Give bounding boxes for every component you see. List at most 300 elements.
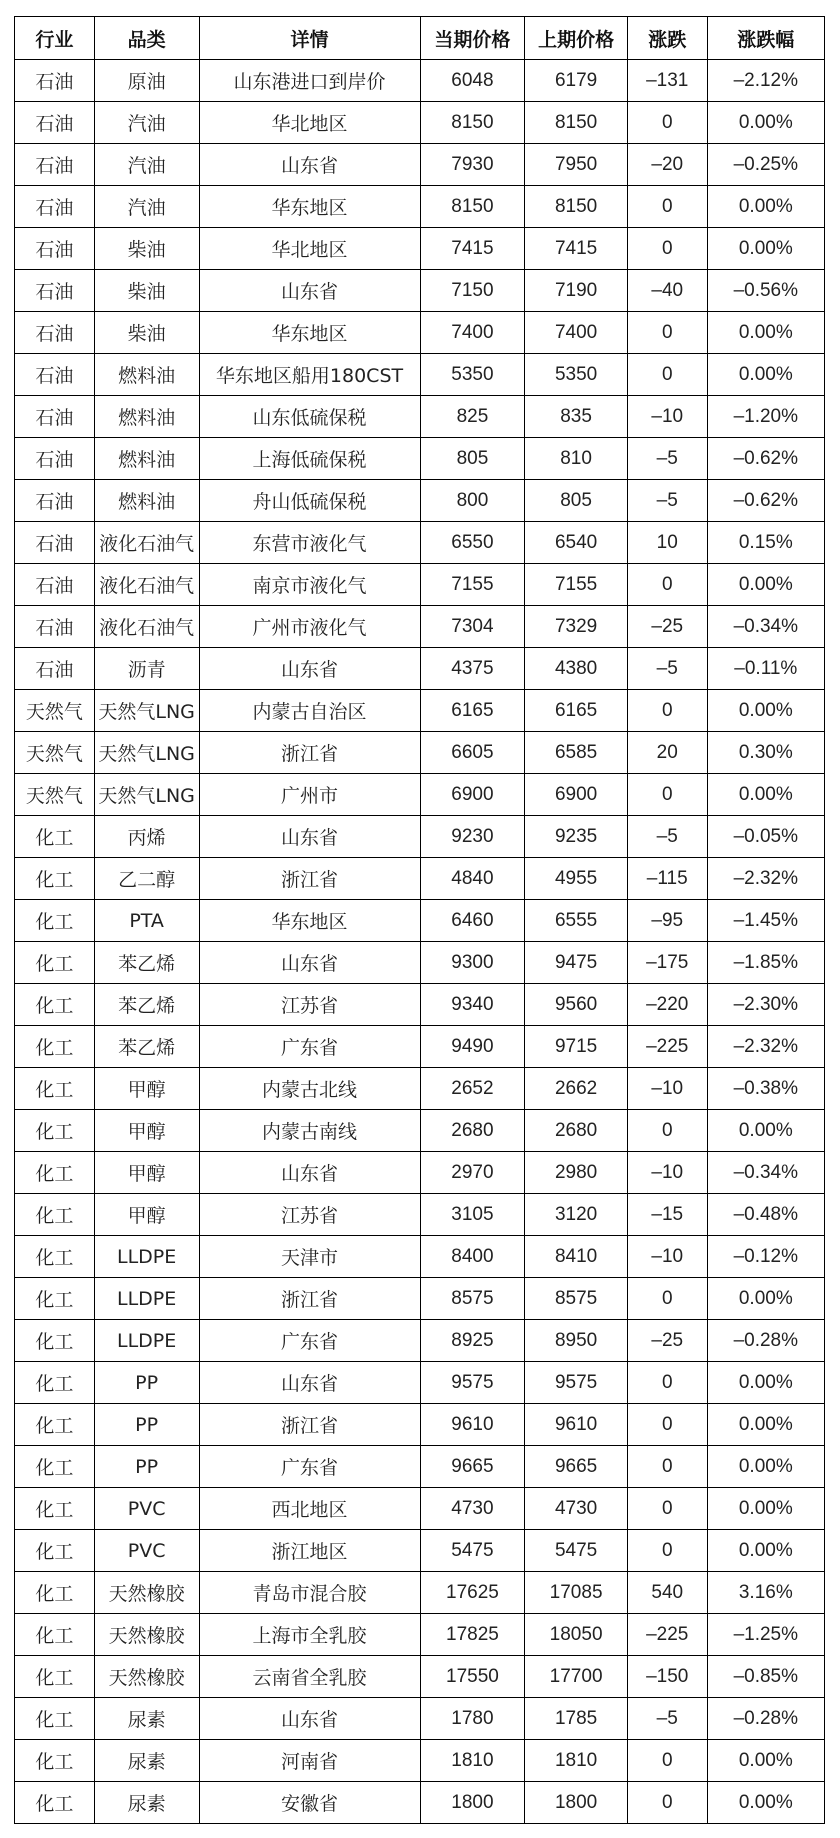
industry-cell: 化工 <box>15 1698 95 1740</box>
change-cell: –150 <box>627 1656 707 1698</box>
table-row <box>15 648 825 690</box>
change-cell: 0 <box>627 1278 707 1320</box>
category-cell: 甲醇 <box>94 1152 199 1194</box>
table-row <box>15 1026 825 1068</box>
table-body <box>15 60 825 1824</box>
change-cell: 0 <box>627 228 707 270</box>
detail-cell: 安徽省 <box>199 1782 420 1824</box>
change-cell: 0 <box>627 564 707 606</box>
change-percent-cell: –2.32% <box>707 1026 824 1068</box>
industry-cell: 化工 <box>15 1152 95 1194</box>
previous-price-cell: 18050 <box>525 1614 628 1656</box>
industry-cell: 化工 <box>15 1530 95 1572</box>
current-price-cell: 5350 <box>420 354 525 396</box>
table-row <box>15 1320 825 1362</box>
current-price-cell: 4840 <box>420 858 525 900</box>
previous-price-cell: 6900 <box>525 774 628 816</box>
detail-cell: 上海市全乳胶 <box>199 1614 420 1656</box>
detail-cell: 舟山低硫保税 <box>199 480 420 522</box>
industry-cell: 天然气 <box>15 690 95 732</box>
current-price-cell: 3105 <box>420 1194 525 1236</box>
change-percent-cell: –2.12% <box>707 60 824 102</box>
table-row <box>15 1278 825 1320</box>
table-row <box>15 816 825 858</box>
change-cell: –15 <box>627 1194 707 1236</box>
change-percent-cell: –0.62% <box>707 480 824 522</box>
previous-price-cell: 4730 <box>525 1488 628 1530</box>
change-percent-cell: –0.28% <box>707 1320 824 1362</box>
previous-price-cell: 1800 <box>525 1782 628 1824</box>
category-cell: 汽油 <box>94 186 199 228</box>
current-price-cell: 5475 <box>420 1530 525 1572</box>
table-row <box>15 606 825 648</box>
price-table <box>14 16 825 1824</box>
detail-cell: 华东地区 <box>199 312 420 354</box>
change-cell: –25 <box>627 1320 707 1362</box>
previous-price-cell: 17085 <box>525 1572 628 1614</box>
change-percent-cell: 0.15% <box>707 522 824 564</box>
previous-price-cell: 9475 <box>525 942 628 984</box>
industry-cell: 石油 <box>15 438 95 480</box>
category-cell: PP <box>94 1404 199 1446</box>
change-cell: –10 <box>627 396 707 438</box>
previous-price-cell: 5350 <box>525 354 628 396</box>
change-percent-cell: –2.32% <box>707 858 824 900</box>
change-cell: –10 <box>627 1152 707 1194</box>
table-row <box>15 1362 825 1404</box>
detail-cell: 山东省 <box>199 144 420 186</box>
change-cell: 0 <box>627 186 707 228</box>
change-cell: 0 <box>627 102 707 144</box>
table-row <box>15 1194 825 1236</box>
detail-cell: 山东省 <box>199 1152 420 1194</box>
previous-price-cell: 1810 <box>525 1740 628 1782</box>
change-percent-cell: 0.30% <box>707 732 824 774</box>
current-price-cell: 9665 <box>420 1446 525 1488</box>
category-cell: PVC <box>94 1488 199 1530</box>
table-row <box>15 438 825 480</box>
previous-price-cell: 7329 <box>525 606 628 648</box>
table-row <box>15 774 825 816</box>
detail-cell: 云南省全乳胶 <box>199 1656 420 1698</box>
detail-cell: 山东省 <box>199 648 420 690</box>
header-change-percent: 涨跌幅 <box>707 17 824 60</box>
detail-cell: 内蒙古南线 <box>199 1110 420 1152</box>
previous-price-cell: 6165 <box>525 690 628 732</box>
detail-cell: 山东港进口到岸价 <box>199 60 420 102</box>
change-percent-cell: 0.00% <box>707 102 824 144</box>
table-header-row <box>15 17 825 60</box>
detail-cell: 华东地区船用180CST <box>199 354 420 396</box>
category-cell: 燃料油 <box>94 480 199 522</box>
category-cell: LLDPE <box>94 1236 199 1278</box>
change-percent-cell: 0.00% <box>707 1740 824 1782</box>
previous-price-cell: 7190 <box>525 270 628 312</box>
industry-cell: 化工 <box>15 1068 95 1110</box>
category-cell: 汽油 <box>94 102 199 144</box>
table-row <box>15 1110 825 1152</box>
change-percent-cell: 0.00% <box>707 1362 824 1404</box>
category-cell: 乙二醇 <box>94 858 199 900</box>
industry-cell: 石油 <box>15 396 95 438</box>
industry-cell: 石油 <box>15 270 95 312</box>
header-previous-price: 上期价格 <box>525 17 628 60</box>
category-cell: 液化石油气 <box>94 522 199 564</box>
table-row <box>15 564 825 606</box>
detail-cell: 山东省 <box>199 1362 420 1404</box>
current-price-cell: 9490 <box>420 1026 525 1068</box>
change-cell: 0 <box>627 354 707 396</box>
category-cell: 汽油 <box>94 144 199 186</box>
change-percent-cell: –0.62% <box>707 438 824 480</box>
change-percent-cell: –1.85% <box>707 942 824 984</box>
change-cell: –10 <box>627 1068 707 1110</box>
change-percent-cell: –0.34% <box>707 1152 824 1194</box>
change-cell: 0 <box>627 312 707 354</box>
change-percent-cell: 0.00% <box>707 1404 824 1446</box>
change-percent-cell: –0.05% <box>707 816 824 858</box>
detail-cell: 浙江省 <box>199 1404 420 1446</box>
current-price-cell: 6605 <box>420 732 525 774</box>
table-row <box>15 1782 825 1824</box>
change-percent-cell: –0.12% <box>707 1236 824 1278</box>
change-cell: –115 <box>627 858 707 900</box>
change-cell: 20 <box>627 732 707 774</box>
current-price-cell: 8150 <box>420 102 525 144</box>
industry-cell: 化工 <box>15 1614 95 1656</box>
category-cell: 苯乙烯 <box>94 984 199 1026</box>
category-cell: 液化石油气 <box>94 606 199 648</box>
detail-cell: 浙江省 <box>199 732 420 774</box>
category-cell: 柴油 <box>94 312 199 354</box>
detail-cell: 天津市 <box>199 1236 420 1278</box>
change-cell: 0 <box>627 1110 707 1152</box>
previous-price-cell: 6179 <box>525 60 628 102</box>
detail-cell: 内蒙古北线 <box>199 1068 420 1110</box>
category-cell: 燃料油 <box>94 396 199 438</box>
industry-cell: 石油 <box>15 228 95 270</box>
previous-price-cell: 3120 <box>525 1194 628 1236</box>
current-price-cell: 1800 <box>420 1782 525 1824</box>
industry-cell: 石油 <box>15 606 95 648</box>
header-change: 涨跌 <box>627 17 707 60</box>
industry-cell: 化工 <box>15 1740 95 1782</box>
industry-cell: 石油 <box>15 312 95 354</box>
industry-cell: 化工 <box>15 1278 95 1320</box>
detail-cell: 广东省 <box>199 1026 420 1068</box>
detail-cell: 浙江地区 <box>199 1530 420 1572</box>
change-cell: –5 <box>627 816 707 858</box>
current-price-cell: 17550 <box>420 1656 525 1698</box>
industry-cell: 化工 <box>15 1572 95 1614</box>
previous-price-cell: 17700 <box>525 1656 628 1698</box>
current-price-cell: 7304 <box>420 606 525 648</box>
change-cell: –5 <box>627 480 707 522</box>
category-cell: LLDPE <box>94 1320 199 1362</box>
table-row <box>15 690 825 732</box>
detail-cell: 青岛市混合胶 <box>199 1572 420 1614</box>
industry-cell: 化工 <box>15 984 95 1026</box>
detail-cell: 广州市液化气 <box>199 606 420 648</box>
detail-cell: 上海低硫保税 <box>199 438 420 480</box>
current-price-cell: 2970 <box>420 1152 525 1194</box>
current-price-cell: 2680 <box>420 1110 525 1152</box>
industry-cell: 石油 <box>15 60 95 102</box>
industry-cell: 石油 <box>15 354 95 396</box>
current-price-cell: 6048 <box>420 60 525 102</box>
previous-price-cell: 9235 <box>525 816 628 858</box>
change-cell: –225 <box>627 1614 707 1656</box>
previous-price-cell: 810 <box>525 438 628 480</box>
current-price-cell: 6550 <box>420 522 525 564</box>
industry-cell: 化工 <box>15 1782 95 1824</box>
change-percent-cell: –0.28% <box>707 1698 824 1740</box>
current-price-cell: 4730 <box>420 1488 525 1530</box>
category-cell: 柴油 <box>94 270 199 312</box>
change-cell: 0 <box>627 1740 707 1782</box>
detail-cell: 山东省 <box>199 942 420 984</box>
previous-price-cell: 5475 <box>525 1530 628 1572</box>
previous-price-cell: 6540 <box>525 522 628 564</box>
current-price-cell: 2652 <box>420 1068 525 1110</box>
industry-cell: 化工 <box>15 1656 95 1698</box>
change-percent-cell: 0.00% <box>707 354 824 396</box>
table-row <box>15 1488 825 1530</box>
table-row <box>15 60 825 102</box>
table-row <box>15 1446 825 1488</box>
category-cell: 甲醇 <box>94 1110 199 1152</box>
previous-price-cell: 8575 <box>525 1278 628 1320</box>
industry-cell: 化工 <box>15 1446 95 1488</box>
change-percent-cell: 3.16% <box>707 1572 824 1614</box>
previous-price-cell: 805 <box>525 480 628 522</box>
table-row <box>15 858 825 900</box>
price-table-container <box>14 16 825 1824</box>
change-cell: 0 <box>627 1530 707 1572</box>
industry-cell: 化工 <box>15 1488 95 1530</box>
previous-price-cell: 8410 <box>525 1236 628 1278</box>
change-percent-cell: 0.00% <box>707 690 824 732</box>
category-cell: 天然橡胶 <box>94 1614 199 1656</box>
previous-price-cell: 8150 <box>525 102 628 144</box>
previous-price-cell: 4380 <box>525 648 628 690</box>
category-cell: 苯乙烯 <box>94 1026 199 1068</box>
current-price-cell: 17825 <box>420 1614 525 1656</box>
industry-cell: 化工 <box>15 1110 95 1152</box>
category-cell: 天然气LNG <box>94 690 199 732</box>
change-cell: –175 <box>627 942 707 984</box>
previous-price-cell: 8150 <box>525 186 628 228</box>
industry-cell: 化工 <box>15 900 95 942</box>
current-price-cell: 6900 <box>420 774 525 816</box>
previous-price-cell: 7400 <box>525 312 628 354</box>
change-cell: –20 <box>627 144 707 186</box>
previous-price-cell: 7950 <box>525 144 628 186</box>
previous-price-cell: 8950 <box>525 1320 628 1362</box>
category-cell: PP <box>94 1446 199 1488</box>
table-row <box>15 144 825 186</box>
detail-cell: 西北地区 <box>199 1488 420 1530</box>
category-cell: PVC <box>94 1530 199 1572</box>
category-cell: 尿素 <box>94 1782 199 1824</box>
change-percent-cell: –0.34% <box>707 606 824 648</box>
category-cell: 尿素 <box>94 1740 199 1782</box>
current-price-cell: 800 <box>420 480 525 522</box>
current-price-cell: 8925 <box>420 1320 525 1362</box>
change-cell: –5 <box>627 438 707 480</box>
detail-cell: 广州市 <box>199 774 420 816</box>
industry-cell: 化工 <box>15 858 95 900</box>
industry-cell: 石油 <box>15 144 95 186</box>
change-cell: –10 <box>627 1236 707 1278</box>
table-row <box>15 1614 825 1656</box>
industry-cell: 化工 <box>15 816 95 858</box>
category-cell: 液化石油气 <box>94 564 199 606</box>
current-price-cell: 8400 <box>420 1236 525 1278</box>
change-percent-cell: –0.85% <box>707 1656 824 1698</box>
current-price-cell: 6165 <box>420 690 525 732</box>
table-row <box>15 102 825 144</box>
industry-cell: 石油 <box>15 564 95 606</box>
category-cell: 沥青 <box>94 648 199 690</box>
change-cell: 540 <box>627 1572 707 1614</box>
current-price-cell: 7400 <box>420 312 525 354</box>
change-percent-cell: –0.38% <box>707 1068 824 1110</box>
current-price-cell: 7155 <box>420 564 525 606</box>
change-percent-cell: –1.25% <box>707 1614 824 1656</box>
current-price-cell: 17625 <box>420 1572 525 1614</box>
change-percent-cell: 0.00% <box>707 1488 824 1530</box>
detail-cell: 浙江省 <box>199 858 420 900</box>
industry-cell: 化工 <box>15 1320 95 1362</box>
detail-cell: 江苏省 <box>199 1194 420 1236</box>
table-row <box>15 1236 825 1278</box>
change-percent-cell: –2.30% <box>707 984 824 1026</box>
industry-cell: 化工 <box>15 1362 95 1404</box>
category-cell: 甲醇 <box>94 1068 199 1110</box>
previous-price-cell: 9665 <box>525 1446 628 1488</box>
change-cell: –225 <box>627 1026 707 1068</box>
previous-price-cell: 2680 <box>525 1110 628 1152</box>
change-cell: 10 <box>627 522 707 564</box>
previous-price-cell: 6555 <box>525 900 628 942</box>
change-percent-cell: 0.00% <box>707 1530 824 1572</box>
current-price-cell: 1810 <box>420 1740 525 1782</box>
category-cell: 天然橡胶 <box>94 1656 199 1698</box>
detail-cell: 南京市液化气 <box>199 564 420 606</box>
industry-cell: 天然气 <box>15 732 95 774</box>
detail-cell: 河南省 <box>199 1740 420 1782</box>
table-row <box>15 1404 825 1446</box>
previous-price-cell: 4955 <box>525 858 628 900</box>
change-percent-cell: 0.00% <box>707 186 824 228</box>
table-row <box>15 984 825 1026</box>
change-percent-cell: 0.00% <box>707 1110 824 1152</box>
detail-cell: 华北地区 <box>199 228 420 270</box>
current-price-cell: 825 <box>420 396 525 438</box>
industry-cell: 石油 <box>15 522 95 564</box>
change-cell: –131 <box>627 60 707 102</box>
industry-cell: 石油 <box>15 186 95 228</box>
previous-price-cell: 2662 <box>525 1068 628 1110</box>
table-row <box>15 942 825 984</box>
change-cell: –95 <box>627 900 707 942</box>
detail-cell: 内蒙古自治区 <box>199 690 420 732</box>
table-row <box>15 1152 825 1194</box>
industry-cell: 天然气 <box>15 774 95 816</box>
change-percent-cell: 0.00% <box>707 1278 824 1320</box>
current-price-cell: 9230 <box>420 816 525 858</box>
industry-cell: 石油 <box>15 102 95 144</box>
detail-cell: 华东地区 <box>199 186 420 228</box>
category-cell: LLDPE <box>94 1278 199 1320</box>
detail-cell: 广东省 <box>199 1320 420 1362</box>
previous-price-cell: 835 <box>525 396 628 438</box>
detail-cell: 华东地区 <box>199 900 420 942</box>
previous-price-cell: 6585 <box>525 732 628 774</box>
category-cell: 天然气LNG <box>94 732 199 774</box>
category-cell: 燃料油 <box>94 438 199 480</box>
table-row <box>15 480 825 522</box>
previous-price-cell: 9575 <box>525 1362 628 1404</box>
detail-cell: 山东低硫保税 <box>199 396 420 438</box>
change-percent-cell: –1.45% <box>707 900 824 942</box>
table-row <box>15 1530 825 1572</box>
change-percent-cell: –1.20% <box>707 396 824 438</box>
industry-cell: 化工 <box>15 1194 95 1236</box>
header-current-price: 当期价格 <box>420 17 525 60</box>
detail-cell: 东营市液化气 <box>199 522 420 564</box>
category-cell: 丙烯 <box>94 816 199 858</box>
change-percent-cell: 0.00% <box>707 312 824 354</box>
change-percent-cell: 0.00% <box>707 774 824 816</box>
category-cell: 柴油 <box>94 228 199 270</box>
current-price-cell: 9300 <box>420 942 525 984</box>
header-detail: 详情 <box>199 17 420 60</box>
previous-price-cell: 7415 <box>525 228 628 270</box>
previous-price-cell: 1785 <box>525 1698 628 1740</box>
detail-cell: 山东省 <box>199 1698 420 1740</box>
current-price-cell: 9340 <box>420 984 525 1026</box>
table-row <box>15 312 825 354</box>
previous-price-cell: 9560 <box>525 984 628 1026</box>
change-cell: –5 <box>627 1698 707 1740</box>
current-price-cell: 1780 <box>420 1698 525 1740</box>
industry-cell: 化工 <box>15 1404 95 1446</box>
category-cell: 燃料油 <box>94 354 199 396</box>
table-row <box>15 1572 825 1614</box>
change-cell: 0 <box>627 1782 707 1824</box>
change-cell: 0 <box>627 1488 707 1530</box>
table-row <box>15 270 825 312</box>
table-row <box>15 1740 825 1782</box>
change-cell: –5 <box>627 648 707 690</box>
current-price-cell: 8575 <box>420 1278 525 1320</box>
detail-cell: 山东省 <box>199 816 420 858</box>
change-cell: –25 <box>627 606 707 648</box>
detail-cell: 江苏省 <box>199 984 420 1026</box>
industry-cell: 化工 <box>15 942 95 984</box>
table-row <box>15 1698 825 1740</box>
change-percent-cell: 0.00% <box>707 564 824 606</box>
industry-cell: 化工 <box>15 1236 95 1278</box>
detail-cell: 浙江省 <box>199 1278 420 1320</box>
current-price-cell: 7150 <box>420 270 525 312</box>
industry-cell: 化工 <box>15 1026 95 1068</box>
table-row <box>15 900 825 942</box>
header-category: 品类 <box>94 17 199 60</box>
category-cell: 尿素 <box>94 1698 199 1740</box>
